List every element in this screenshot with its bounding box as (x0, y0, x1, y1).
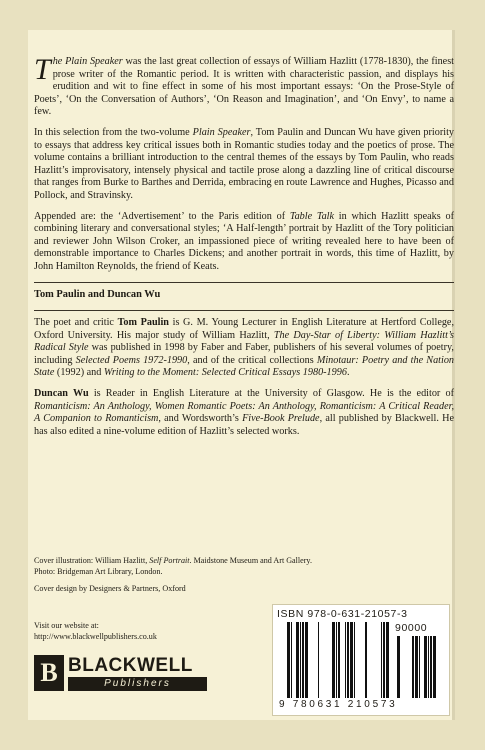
section-divider (34, 310, 454, 311)
isbn-barcode-box (272, 604, 450, 716)
cover-credits (34, 555, 334, 595)
cover-illustration-credit: Cover illustration: William Hazlitt, Self Portrait. Maidstone Museum and Art Gallery. (34, 556, 312, 565)
website-label: Visit our website at: (34, 621, 99, 630)
blurb-content (34, 53, 455, 446)
logo-initial: B (34, 655, 64, 691)
price-code: 90000 (395, 622, 428, 634)
website-link[interactable]: http://www.blackwellpublishers.co.uk (34, 632, 157, 642)
wu-bio: Duncan Wu is Reader in English Literature at the University of Glasgow. He is the editor of Romanticism: An Anthology, Women Romantic Poets: An Anthology, Romanticism: A Critical Reader, A Companion to Romanticism, and Wordsworth’s Five-Book Prelude, all published by Blackwell. He has also edited a nine-volume edition of Hazlitt’s selected works. (34, 388, 454, 437)
barcode-graphic (287, 622, 391, 698)
photo-credit: Photo: Bridgeman Art Library, London. (34, 567, 163, 577)
logo-subtitle: Publishers (68, 677, 207, 691)
logo-name: BLACKWELL (68, 655, 193, 676)
design-credit: Cover design by Designers & Partners, Oxford (34, 584, 186, 594)
paulin-bio: The poet and critic Tom Paulin is G. M. Young Lecturer in English Literature at Hertford College, Oxford University. His major study of William Hazlitt, The Day-Star of Liberty: William Hazlitt’s Radical Style was published in 1998 by Faber and Faber, publishers of his several volumes of poetry, including Selected Poems 1972-1990, and of the critical collections Minotaur: Poetry and the Nation State (1992) and Writing to the Moment: Selected Critical Essays 1980-1996. (34, 317, 455, 379)
blackwell-logo (34, 655, 209, 691)
intro-paragraph: The Plain Speaker was the last great collection of essays of William Hazlitt (1778-1830), the finest prose writer of the Romantic period. It is written with characteristic passion, and displays his erudition and wit to fine effect in some of his most important essays: ‘On the Prose-Style of Poets’, ‘On the Conversation of Authors’, ‘On Reason and Imagination’, and ‘On Envy’, to name a few. (34, 53, 454, 118)
barcode-digits: 9 780631 210573 (279, 699, 398, 710)
authors-heading: Tom Paulin and Duncan Wu (34, 288, 161, 300)
website-block (34, 620, 274, 642)
isbn-label: ISBN 978-0-631-21057-3 (277, 608, 408, 620)
selection-paragraph: In this selection from the two-volume Plain Speaker, Tom Paulin and Duncan Wu have given priority to essays that address key critical issues both in Romantic studies today and the poetics of prose. The volume contains a brilliant introduction to the central themes of the essays by Tom Paulin, who reads Hazlitt’s improvisatory, intensely physical and tactile prose along a dazzling line of critical discourse that ranges from Burke to Barthes and Derrida, embracing en route Lawrence and Hughes, Picasso and Pollock, and Stravinsky. (34, 126, 454, 201)
drop-cap: T (34, 53, 51, 86)
book-title: he Plain Speaker (52, 56, 123, 67)
section-divider (34, 282, 454, 283)
price-barcode-graphic (397, 636, 441, 698)
appendix-paragraph: Appended are: the ‘Advertisement’ to the Paris edition of Table Talk in which Hazlitt speaks of combining literary and conversational styles; ‘A Half-length’ portrait by Hazlitt of the Tory politician and reviewer John Wilson Croker, an impassioned piece of writing revealed here to have been of demonstrable importance to Charles Dickens; and another portrait in words, this time of Hazlitt, by John Hamilton Reynolds, the friend of Keats. (34, 210, 454, 272)
